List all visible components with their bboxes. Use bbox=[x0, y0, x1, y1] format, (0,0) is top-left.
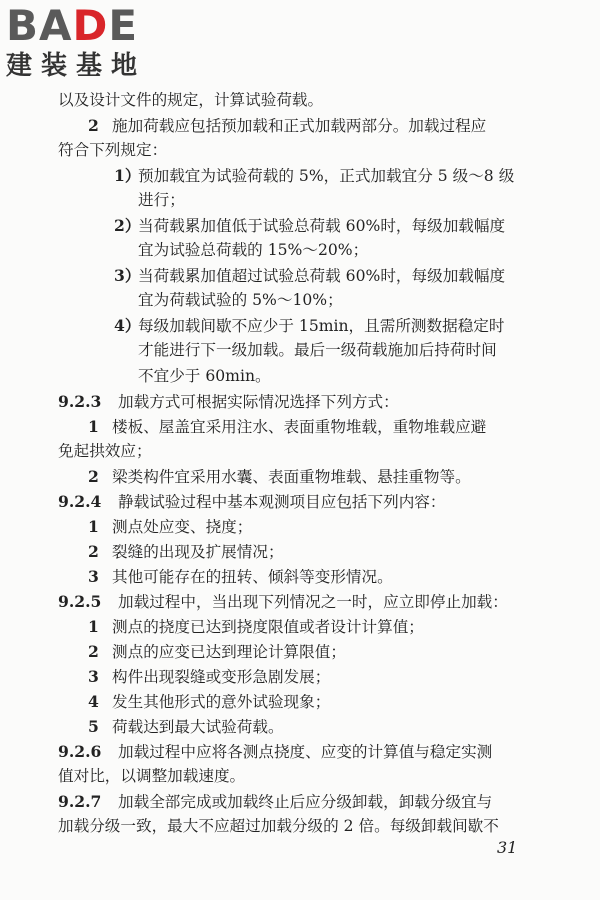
text-line bbox=[58, 113, 558, 138]
text-line bbox=[58, 364, 558, 389]
line-text: 梁类构件宜采用水囊、表面重物堆载、悬挂重物等。 bbox=[112, 467, 471, 486]
sub-item-number: 2） bbox=[114, 216, 141, 236]
item-number: 2 bbox=[88, 642, 99, 662]
line-text: 施加荷载应包括预加载和正式加载两部分。加载过程应 bbox=[112, 117, 487, 136]
sub-item-number: 4） bbox=[114, 316, 141, 336]
text-line bbox=[58, 288, 558, 313]
line-text: 测点的挠度已达到挠度限值或者设计计算值； bbox=[112, 617, 424, 636]
line-text: 静载试验过程中基本观测项目应包括下列内容： bbox=[118, 492, 446, 511]
brand-logo-wordmark: BADE bbox=[6, 1, 139, 50]
sub-item-number: 1） bbox=[114, 166, 141, 186]
text-line bbox=[58, 88, 558, 113]
brand-logo bbox=[6, 1, 181, 86]
text-line bbox=[58, 489, 558, 514]
line-text: 构件出现裂缝或变形急剧发展； bbox=[112, 668, 331, 687]
text-line bbox=[58, 414, 558, 439]
text-line bbox=[58, 564, 558, 589]
item-number: 2 bbox=[88, 466, 99, 486]
text-line bbox=[58, 764, 558, 789]
text-line bbox=[58, 539, 558, 564]
text-line bbox=[58, 589, 558, 614]
line-text: 楼板、屋盖宜采用注水、表面重物堆载，重物堆载应避 bbox=[112, 417, 487, 436]
text-line bbox=[58, 188, 558, 213]
line-text: 其他可能存在的扭转、倾斜等变形情况。 bbox=[112, 567, 393, 586]
text-line bbox=[58, 639, 558, 664]
line-text: 当荷载累加值超过试验总荷载 60%时，每级加载幅度 bbox=[138, 267, 506, 286]
line-text: 当荷载累加值低于试验总荷载 60%时，每级加载幅度 bbox=[138, 217, 506, 236]
text-line bbox=[58, 238, 558, 263]
text-line bbox=[58, 514, 558, 539]
line-text: 符合下列规定： bbox=[58, 141, 168, 160]
line-text: 免起拱效应； bbox=[58, 441, 152, 460]
text-line bbox=[58, 464, 558, 489]
text-line bbox=[58, 138, 558, 163]
section-number: 9.2.3 bbox=[58, 391, 102, 411]
text-line bbox=[58, 163, 558, 188]
section-number: 9.2.6 bbox=[58, 742, 102, 762]
section-number: 9.2.5 bbox=[58, 591, 102, 611]
text-line bbox=[58, 739, 558, 764]
line-text: 宜为荷载试验的 5%～10%； bbox=[138, 291, 343, 310]
text-line bbox=[58, 338, 558, 363]
text-line bbox=[58, 789, 558, 814]
section-number: 9.2.7 bbox=[58, 792, 102, 812]
text-line bbox=[58, 714, 558, 739]
line-text: 预加载宜为试验荷载的 5%，正式加载宜分 5 级～8 级 bbox=[138, 167, 515, 186]
line-text: 加载分级一致，最大不应超过加载分级的 2 倍。每级卸载间歇不 bbox=[58, 817, 499, 836]
text-line bbox=[58, 614, 558, 639]
line-text: 值对比，以调整加载速度。 bbox=[58, 767, 246, 786]
line-text: 加载全部完成或加载终止后应分级卸载，卸载分级宜与 bbox=[118, 793, 493, 812]
line-text: 进行； bbox=[138, 191, 185, 210]
text-line bbox=[58, 213, 558, 238]
section-number: 9.2.4 bbox=[58, 491, 102, 511]
text-line bbox=[58, 313, 558, 338]
line-text: 测点处应变、挠度； bbox=[112, 517, 253, 536]
line-text: 加载过程中，当出现下列情况之一时，应立即停止加载： bbox=[118, 592, 508, 611]
item-number: 4 bbox=[88, 692, 99, 712]
item-number: 1 bbox=[88, 616, 99, 636]
text-line bbox=[58, 439, 558, 464]
page-body-text bbox=[58, 88, 558, 839]
item-number: 3 bbox=[88, 667, 99, 687]
sub-item-number: 3） bbox=[114, 266, 141, 286]
text-line bbox=[58, 689, 558, 714]
line-text: 裂缝的出现及扩展情况； bbox=[112, 542, 284, 561]
line-text: 才能进行下一级加载。最后一级荷载施加后持荷时间 bbox=[138, 341, 497, 360]
item-number: 1 bbox=[88, 416, 99, 436]
item-number: 1 bbox=[88, 516, 99, 536]
item-number: 5 bbox=[88, 717, 99, 737]
text-line bbox=[58, 263, 558, 288]
text-line bbox=[58, 389, 558, 414]
item-number: 3 bbox=[88, 566, 99, 586]
line-text: 加载过程中应将各测点挠度、应变的计算值与稳定实测 bbox=[118, 743, 493, 762]
brand-logo-chinese-name: 建装基地 bbox=[6, 51, 147, 81]
line-text: 以及设计文件的规定，计算试验荷载。 bbox=[58, 91, 324, 109]
line-text: 不宜少于 60min。 bbox=[138, 366, 271, 385]
line-text: 宜为试验总荷载的 15%～20%； bbox=[138, 241, 369, 260]
line-text: 荷载达到最大试验荷载。 bbox=[112, 718, 284, 737]
text-line bbox=[58, 664, 558, 689]
line-text: 测点的应变已达到理论计算限值； bbox=[112, 643, 346, 662]
line-text: 发生其他形式的意外试验现象； bbox=[112, 693, 331, 712]
text-line bbox=[58, 814, 558, 839]
page-number: 31 bbox=[497, 838, 518, 857]
item-number: 2 bbox=[88, 116, 99, 136]
item-number: 2 bbox=[88, 541, 99, 561]
line-text: 每级加载间歇不应少于 15min，且需所测数据稳定时 bbox=[138, 317, 505, 336]
line-text: 加载方式可根据实际情况选择下列方式： bbox=[118, 392, 399, 411]
